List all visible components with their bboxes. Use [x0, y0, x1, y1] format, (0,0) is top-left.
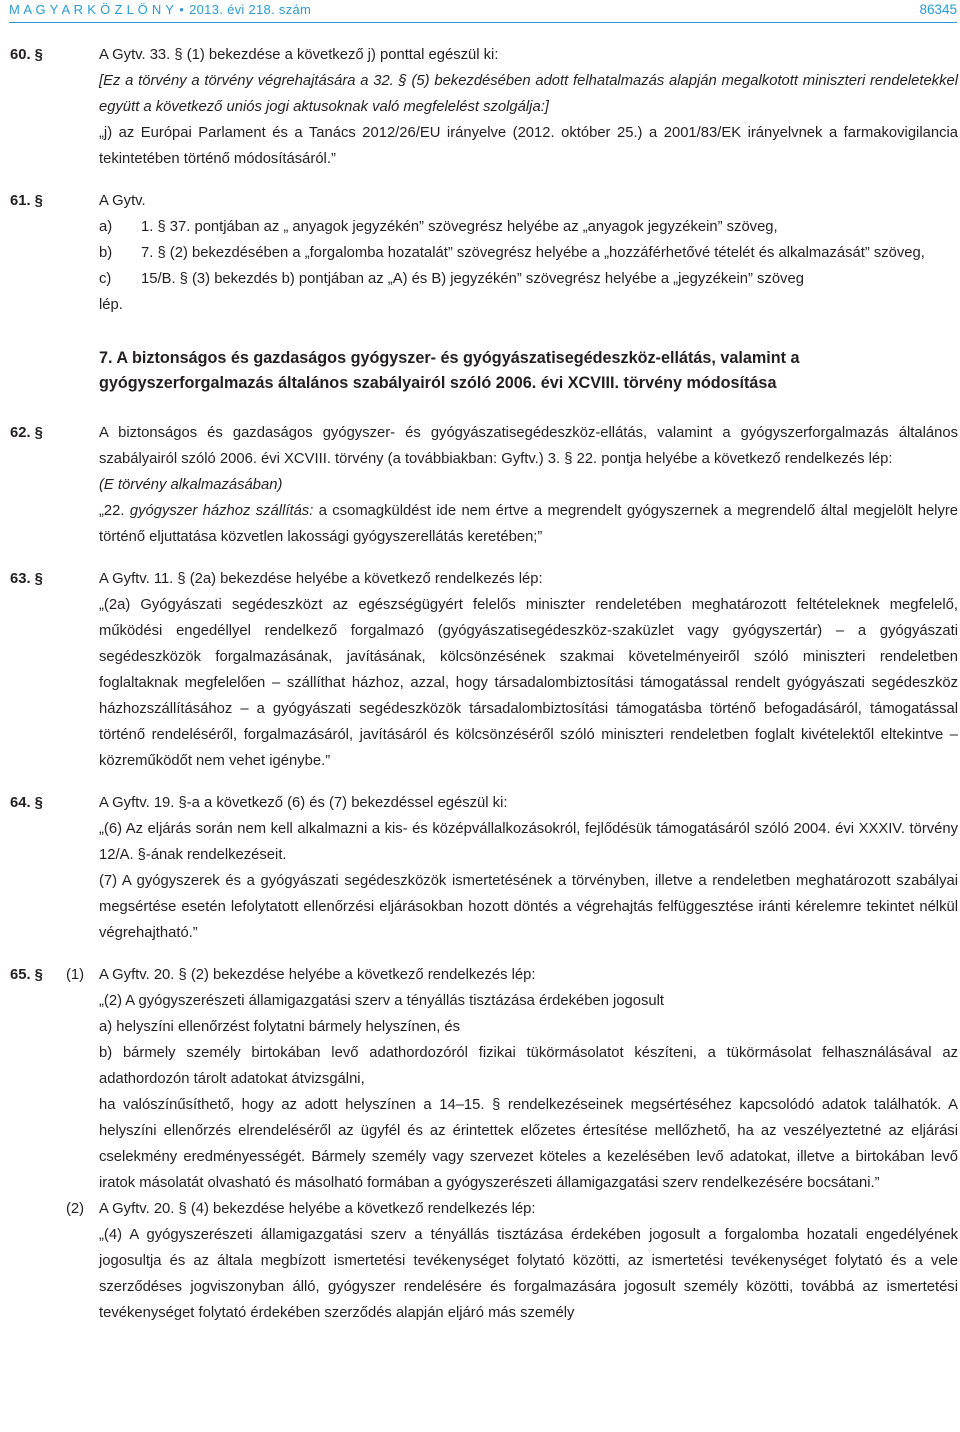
list-text: 15/B. § (3) bekezdés b) pontjában az „A) és B) jegyzékén” szövegrész helyébe a „jegyzékein” szöveg	[141, 271, 804, 287]
section-intro: A Gytv. 33. § (1) bekezdése a következő j) ponttal egészül ki:	[99, 47, 499, 63]
section-number: 65. §	[10, 967, 43, 983]
list-item	[99, 240, 958, 266]
section-closing: lép.	[99, 297, 123, 313]
header-separator: •	[179, 2, 185, 17]
list-item	[99, 266, 958, 292]
list-text: 7. § (2) bekezdésében a „forgalomba hozatalát” szövegrész helyébe a „hozzáférhetővé tételét és alkalmazását” szöveg,	[141, 245, 925, 261]
section-number: 64. §	[10, 795, 43, 811]
document-body	[10, 42, 958, 1326]
page-number: 86345	[919, 2, 957, 17]
journal-title: M A G Y A R K Ö Z L Ö N Y	[9, 2, 175, 17]
section-64	[10, 790, 958, 946]
section-intro: A biztonságos és gazdaságos gyógyszer- és gyógyászatisegédeszköz-ellátás, valamint a gyógyszerforgalmazás általános szabályairól szóló 2006. évi XCVIII. törvény (a továbbiakban: Gyftv.) 3. § 22. pontja helyébe a következő rendelkezés lép:	[99, 425, 958, 467]
section-intro: A Gytv.	[99, 193, 146, 209]
amendment-text	[99, 498, 958, 550]
section-number: 63. §	[10, 571, 43, 587]
section-intro: A Gyftv. 19. §-a a következő (6) és (7) bekezdéssel egészül ki:	[99, 795, 508, 811]
section-number: 60. §	[10, 47, 43, 63]
quote-open: „22.	[99, 503, 130, 519]
section-60	[10, 42, 958, 172]
section-62	[10, 420, 958, 550]
amendment-point-b: b) bármely személy birtokában levő adathordozóról fizikai tükörmásolatot készíteni, a tükörmásolat felhasználásával az adathordozón tárolt adatokat átvizsgálni,	[99, 1045, 958, 1087]
header-journal-info	[9, 0, 311, 20]
definition-text: a csomagküldést ide nem értve a megrendelt gyógyszernek a megrendelő által megjelölt helyre történő eljuttatása közvetlen lakossági gyógyszerellátás keretében;”	[99, 503, 959, 545]
section-65-subsection-2	[10, 1196, 958, 1326]
bracketed-context: (E törvény alkalmazásában)	[99, 477, 283, 493]
amendment-text: „(2) A gyógyszerészeti államigazgatási szerv a tényállás tisztázása érdekében jogosult	[99, 993, 665, 1009]
subsection-number: (2)	[66, 1201, 85, 1217]
section-65	[10, 962, 958, 1196]
defined-term: gyógyszer házhoz szállítás:	[129, 503, 314, 519]
running-header	[9, 0, 957, 20]
amendment-continuation: ha valószínűsíthető, hogy az adott helyszínen a 14–15. § rendelkezéseinek megsértéséhez kapcsolódó adatok találhatók. A helyszíni ellenőrzés elrendeléséről az ügyfél és az érintettek előzetes értesítése mellőzhető, ha az veszélyeztetné az eljárási cselekmény eredményességét. Bármely személy vagy szervezet köteles a kezelésében levő adatokat, illetve a birtokában levő iratok másolatát olvasható és másolható formában a gyógyszerészeti államigazgatási szerv rendelkezésére bocsátani.”	[99, 1097, 958, 1191]
header-rule	[9, 22, 957, 23]
amendment-point-a: a) helyszíni ellenőrzést folytatni bármely helyszínen, és	[99, 1019, 461, 1035]
section-63	[10, 566, 958, 774]
list-label: c)	[99, 271, 112, 287]
amendment-text: „(4) A gyógyszerészeti államigazgatási szerv a tényállás tisztázása érdekében jogosult a forgalomba hozatali engedélyének jogosultja és az általa megbízott ismertetési tevékenységet folytató közötti, az ismertetési tevékenységet folytató és a vele szerződéses jogviszonyban álló, gyógyszer rendelésére és forgalmazására jogosult személy közötti, továbbá az ismertetési tevékenységet folytató érdekében szerződés alapján eljáró más személy	[99, 1227, 958, 1321]
section-number: 61. §	[10, 193, 43, 209]
chapter-heading: 7. A biztonságos és gazdaságos gyógyszer- és gyógyászatisegédeszköz-ellátás, valamint a gyógyszerforgalmazás általános szabályairól szóló 2006. évi XCVIII. törvény módosítása	[99, 349, 800, 392]
subsection-intro: A Gyftv. 20. § (2) bekezdése helyébe a következő rendelkezés lép:	[99, 967, 536, 983]
amendment-paragraph-6: „(6) Az eljárás során nem kell alkalmazni a kis- és középvállalkozásokról, fejlődésük támogatásáról szóló 2004. évi XXXIV. törvény 12/A. §-ának rendelkezéseit.	[99, 821, 958, 863]
list-label: b)	[99, 245, 113, 261]
amendment-text: „(2a) Gyógyászati segédeszközt az egészségügyért felelős miniszter rendeletében meghatározott feltételeknek megfelelő, működési engedéllyel rendelkező forgalmazó (gyógyászatisegédeszköz-szaküzlet vagy gyógyszertár) – a gyógyászati segédeszközök forgalmazásának, javításának, kölcsönzésének szakmai követelményeiről szóló miniszteri rendeletben foglaltaknak megfelelően – szállíthat házhoz, azzal, hogy társadalombiztosítási támogatással rendelt gyógyászati segédeszköz házhozszállításához – a gyógyászati segédeszközök társadalombiztosítási támogatásba történő befogadásáról, támogatással történő rendeléséről, forgalmazásáról, javításáról és kölcsönzéséről szóló miniszteri rendeletben foglalt kivételektől eltekintve – közreműködőt nem vehet igénybe.”	[99, 597, 958, 769]
list-item	[99, 214, 958, 240]
section-61	[10, 188, 958, 318]
subsection-intro: A Gyftv. 20. § (4) bekezdése helyébe a következő rendelkezés lép:	[99, 1201, 536, 1217]
issue-number: 2013. évi 218. szám	[189, 2, 312, 17]
section-intro: A Gyftv. 11. § (2a) bekezdése helyébe a következő rendelkezés lép:	[99, 571, 543, 587]
bracketed-context: [Ez a törvény a törvény végrehajtására a 32. § (5) bekezdésében adott felhatalmazás alapján megalkotott miniszteri rendeletekkel együtt a következő uniós jogi aktusoknak való megfelelést szolgálja:]	[99, 73, 958, 115]
section-number: 62. §	[10, 425, 43, 441]
amendment-text: „j) az Európai Parlament és a Tanács 2012/26/EU irányelve (2012. október 25.) a 2001/83/EK irányelvnek a farmakovigilancia tekintetében történő módosításáról.”	[99, 125, 958, 167]
amendment-paragraph-7: (7) A gyógyszerek és a gyógyászati segédeszközök ismertetésének a törvényben, illetve a rendeletben meghatározott szabályai megsértése esetén lefolytatott ellenőrzési eljárásokban hozott döntés a végrehajtás felfüggesztése iránti kérelemre tekintet nélkül végrehajtható.”	[99, 873, 958, 941]
list-text: 1. § 37. pontjában az „ anyagok jegyzékén” szövegrész helyébe az „anyagok jegyzékein” szöveg,	[141, 219, 778, 235]
subsection-number: (1)	[66, 967, 85, 983]
list-label: a)	[99, 219, 113, 235]
